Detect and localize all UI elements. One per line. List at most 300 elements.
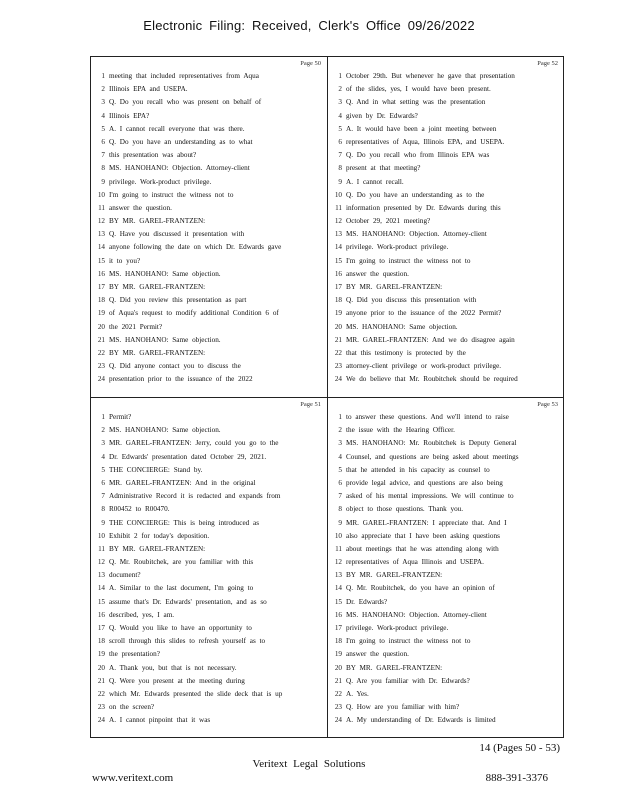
line-text: representatives of Aqua Illinois and USEPA. [346,558,484,567]
transcript-line [93,149,323,162]
line-number: 8 [338,164,342,173]
transcript-line [93,268,323,281]
line-number: 18 [334,637,342,646]
transcript-line [330,373,560,386]
transcript-line [330,281,560,294]
transcript-line [330,136,560,149]
line-text: MS. HANOHANO: Same objection. [109,335,221,344]
line-text: Counsel, and questions are being asked about meetings [346,452,519,461]
line-text: provide legal advice, and questions are also being [346,478,503,487]
line-number: 3 [101,98,105,107]
transcript-line [330,503,560,516]
line-text: about meetings that he was attending along with [346,544,499,553]
transcript-line [330,334,560,347]
line-number: 17 [334,283,342,291]
transcript-grid [90,56,564,738]
line-text: A. I cannot pinpoint that it was [109,716,211,725]
transcript-line [93,543,323,556]
line-text: MR. GAREL-FRANTZEN: And in the original [109,478,256,487]
line-text: it to you? [109,256,141,265]
line-text: Permit? [109,413,132,421]
transcript-line [330,635,560,648]
line-number: 14 [97,243,105,252]
line-text: MS. HANOHANO: Same objection. [346,322,458,331]
line-number: 17 [97,624,105,632]
line-text: to answer these questions. And we'll intend to raise [346,413,509,421]
line-number: 4 [338,111,342,120]
transcript-line [93,662,323,675]
line-number: 9 [338,518,342,527]
line-text: this presentation was about? [109,151,197,160]
line-text: privilege. Work-product privilege. [346,624,449,632]
line-number: 12 [97,217,105,226]
transcript-line [330,569,560,582]
line-text: Q. Mr. Roubitchek, are you familiar with this [109,558,254,567]
line-text: MR. GAREL-FRANTZEN: Jerry, could you go to the [109,439,279,448]
transcript-line [93,189,323,202]
line-text: representatives of Aqua, Illinois EPA, and USEPA. [346,137,505,146]
line-text: object to those questions. Thank you. [346,505,464,514]
line-number: 21 [334,676,342,685]
transcript-line [330,307,560,320]
line-number: 3 [338,439,342,448]
line-text: answer the question. [346,269,409,278]
line-number: 23 [334,703,342,712]
line-number: 24 [97,716,105,725]
line-text: which Mr. Edwards presented the slide deck that is up [109,689,283,698]
line-number: 1 [101,413,105,421]
line-text: on the screen? [109,703,155,712]
line-text: answer the question. [109,203,172,212]
line-number: 17 [334,624,342,632]
transcript-line [330,517,560,530]
transcript-line [93,123,323,136]
transcript-line [330,176,560,189]
line-text: BY MR. GAREL-FRANTZEN: [109,217,206,226]
line-number: 9 [101,518,105,527]
transcript-line [93,255,323,268]
transcript-line [93,294,323,307]
line-number: 15 [97,256,105,265]
line-text: the issue with the Hearing Officer. [346,426,455,435]
transcript-line [330,347,560,360]
line-number: 9 [338,177,342,186]
line-text: MR. GAREL-FRANTZEN: And we do disagree again [346,335,515,344]
transcript-line [330,543,560,556]
line-number: 13 [334,230,342,239]
line-text: BY MR. GAREL-FRANTZEN: [346,283,443,291]
line-number: 2 [338,426,342,435]
line-text: Q. Did anyone contact you to discuss the [109,362,241,371]
line-text: the presentation? [109,650,160,659]
transcript-line [330,96,560,109]
line-number: 21 [97,335,105,344]
line-number: 7 [338,151,342,160]
transcript-line [93,202,323,215]
line-number: 22 [97,689,105,698]
line-number: 12 [97,558,105,567]
transcript-lines [330,70,560,387]
line-number: 3 [338,98,342,107]
transcript-page-52 [328,57,564,397]
line-number: 19 [97,309,105,318]
transcript-line [93,517,323,530]
transcript-line [330,622,560,635]
transcript-line [93,228,323,241]
line-number: 11 [335,544,342,553]
line-number: 1 [338,413,342,421]
line-number: 8 [101,505,105,514]
line-text: scroll through this slides to refresh yourself as to [109,637,266,646]
transcript-line [330,490,560,503]
line-text: given by Dr. Edwards? [346,111,418,120]
line-text: A. I cannot recall everyone that was there. [109,124,245,133]
line-text: attorney-client privilege or work-product privilege. [346,362,502,371]
line-text: Exhibit 2 for today's deposition. [109,531,210,540]
transcript-line [93,373,323,386]
line-number: 20 [334,322,342,331]
line-text: MS. HANOHANO: Same objection. [109,269,221,278]
transcript-line [330,530,560,543]
transcript-line [330,596,560,609]
line-number: 14 [334,243,342,252]
line-text: October 29th. But whenever he gave that presentation [346,72,515,80]
transcript-line [330,411,560,424]
transcript-line [330,701,560,714]
page-label: Page 53 [537,401,558,408]
line-text: October 29, 2021 meeting? [346,217,431,226]
line-number: 19 [334,309,342,318]
line-text: Q. Were you present at the meeting during [109,676,245,685]
transcript-line [93,424,323,437]
transcript-line [93,162,323,175]
line-number: 19 [97,650,105,659]
line-text: Q. Did you review this presentation as part [109,296,247,305]
line-text: the 2021 Permit? [109,322,163,331]
line-text: A. Thank you, but that is not necessary. [109,663,237,672]
line-number: 19 [334,650,342,659]
line-text: also appreciate that I have been asking questions [346,531,500,540]
transcript-line [330,477,560,490]
transcript-line [93,70,323,83]
line-number: 5 [338,465,342,474]
line-number: 16 [97,269,105,278]
transcript-line [93,530,323,543]
page-range: 14 (Pages 50 - 53) [479,742,560,754]
transcript-line [93,701,323,714]
line-number: 10 [97,190,105,199]
line-text: Q. Are you familiar with Dr. Edwards? [346,676,470,685]
transcript-line [330,321,560,334]
line-text: THE CONCIERGE: This is being introduced as [109,518,260,527]
footer-phone: 888-391-3376 [485,772,548,784]
line-number: 15 [334,597,342,606]
line-number: 8 [101,164,105,173]
footer-website[interactable]: www.veritext.com [92,772,174,784]
line-number: 16 [334,610,342,619]
line-number: 5 [101,465,105,474]
transcript-line [330,464,560,477]
line-text: of the slides, yes, I would have been present. [346,85,491,94]
transcript-line [93,477,323,490]
line-text: anyone following the date on which Dr. Edwards gave [109,243,282,252]
line-text: described, yes, I am. [109,610,175,619]
transcript-line [330,189,560,202]
line-number: 24 [334,716,342,725]
line-number: 10 [334,531,342,540]
line-number: 9 [101,177,105,186]
transcript-line [93,83,323,96]
line-text: A. Similar to the last document, I'm going to [109,584,254,593]
line-text: asked of his mental impressions. We will continue to [346,492,514,501]
transcript-line [330,268,560,281]
line-text: Q. Do you recall who from Illinois EPA was [346,151,490,160]
transcript-line [93,176,323,189]
transcript-line [93,451,323,464]
line-text: I'm going to instruct the witness not to [109,190,234,199]
line-number: 17 [97,283,105,291]
transcript-line [93,411,323,424]
line-number: 7 [101,151,105,160]
line-number: 1 [101,72,105,80]
line-number: 23 [97,703,105,712]
line-text: assume that's Dr. Edwards' presentation, and as so [109,597,267,606]
transcript-line [93,110,323,123]
transcript-line [330,110,560,123]
page-label: Page 52 [537,60,558,67]
line-number: 7 [338,492,342,501]
transcript-page-51 [91,398,327,738]
line-text: MS. HANOHANO: Same objection. [109,426,221,435]
line-number: 14 [97,584,105,593]
transcript-line [93,347,323,360]
line-number: 20 [97,663,105,672]
line-text: I'm going to instruct the witness not to [346,637,471,646]
line-number: 11 [335,203,342,212]
transcript-line [330,241,560,254]
line-text: MS. HANOHANO: Objection. Attorney-client [346,230,487,239]
line-number: 22 [334,348,342,357]
line-number: 12 [334,558,342,567]
page-label: Page 51 [300,401,321,408]
line-number: 13 [334,571,342,580]
transcript-line [330,215,560,228]
line-number: 5 [338,124,342,133]
transcript-line [93,136,323,149]
line-text: Q. How are you familiar with him? [346,703,460,712]
transcript-line [93,609,323,622]
line-text: BY MR. GAREL-FRANTZEN: [346,663,443,672]
line-number: 20 [334,663,342,672]
line-number: 2 [338,85,342,94]
transcript-line [330,437,560,450]
line-text: meeting that included representatives from Aqua [109,72,259,80]
line-number: 6 [101,478,105,487]
transcript-line [330,662,560,675]
line-number: 14 [334,584,342,593]
line-text: We do believe that Mr. Roubitchek should be required [346,375,518,384]
line-number: 15 [334,256,342,265]
line-text: Q. Have you discussed it presentation with [109,230,245,239]
line-number: 15 [97,597,105,606]
transcript-line [93,307,323,320]
line-number: 24 [97,375,105,384]
transcript-line [330,255,560,268]
line-number: 13 [97,571,105,580]
transcript-line [93,648,323,661]
transcript-page-50 [91,57,327,397]
transcript-line [330,83,560,96]
transcript-line [330,162,560,175]
line-number: 6 [338,137,342,146]
line-number: 24 [334,375,342,384]
line-number: 11 [98,203,105,212]
line-number: 10 [97,531,105,540]
transcript-line [93,321,323,334]
line-text: that this testimony is protected by the [346,348,466,357]
transcript-line [93,622,323,635]
transcript-line [93,635,323,648]
transcript-line [330,556,560,569]
line-text: privilege. Work-product privilege. [346,243,449,252]
line-text: Administrative Record it is redacted and expands from [109,492,281,501]
transcript-lines [93,70,323,387]
filing-header: Electronic Filing: Received, Clerk's Office 09/26/2022 [143,18,475,33]
transcript-line [93,582,323,595]
transcript-lines [330,411,560,728]
transcript-line [330,294,560,307]
transcript-line [330,228,560,241]
transcript-line [330,149,560,162]
transcript-line [93,96,323,109]
line-text: BY MR. GAREL-FRANTZEN: [346,571,443,580]
transcript-line [330,648,560,661]
line-text: Q. And in what setting was the presentation [346,98,486,107]
transcript-line [330,70,560,83]
line-text: BY MR. GAREL-FRANTZEN: [109,283,206,291]
line-text: Q. Do you have an understanding as to what [109,137,253,146]
line-text: MR. GAREL-FRANTZEN: I appreciate that. And I [346,518,507,527]
transcript-line [330,424,560,437]
line-text: A. Yes. [346,689,369,698]
line-text: Q. Do you have an understanding as to the [346,190,485,199]
line-number: 13 [97,230,105,239]
transcript-line [93,281,323,294]
line-text: Q. Do you recall who was present on behalf of [109,98,262,107]
line-text: privilege. Work-product privilege. [109,177,212,186]
line-text: Q. Mr. Roubitchek, do you have an opinion of [346,584,495,593]
line-text: of Aqua's request to modify additional Condition 6 of [109,309,279,318]
line-number: 7 [101,492,105,501]
line-number: 20 [97,322,105,331]
line-text: THE CONCIERGE: Stand by. [109,465,203,474]
transcript-line [330,202,560,215]
line-text: A. It would have been a joint meeting between [346,124,497,133]
transcript-line [93,675,323,688]
transcript-line [93,464,323,477]
transcript-line [93,241,323,254]
line-number: 12 [334,217,342,226]
transcript-line [93,215,323,228]
line-text: MS. HANOHANO: Objection. Attorney-client [109,164,250,173]
transcript-line [330,582,560,595]
footer-company: Veritext Legal Solutions [252,758,366,770]
line-number: 11 [98,544,105,553]
line-number: 8 [338,505,342,514]
transcript-lines [93,411,323,728]
line-number: 16 [334,269,342,278]
line-text: that he attended in his capacity as counsel to [346,465,490,474]
line-number: 4 [101,452,105,461]
transcript-line [93,556,323,569]
line-text: BY MR. GAREL-FRANTZEN: [109,544,206,553]
line-text: Illinois EPA? [109,111,150,120]
line-text: document? [109,571,141,580]
line-text: information presented by Dr. Edwards during this [346,203,501,212]
transcript-line [93,360,323,373]
line-text: present at that meeting? [346,164,421,173]
transcript-page-53 [328,398,564,738]
line-number: 3 [101,439,105,448]
transcript-line [93,596,323,609]
line-number: 4 [101,111,105,120]
line-number: 6 [101,137,105,146]
line-text: anyone prior to the issuance of the 2022 Permit? [346,309,502,318]
line-text: A. My understanding of Dr. Edwards is limited [346,716,496,725]
line-text: MS. HANOHANO: Objection. Attorney-client [346,610,487,619]
line-number: 18 [97,637,105,646]
transcript-line [330,123,560,136]
line-number: 18 [97,296,105,305]
line-text: R00452 to R00470. [109,505,170,514]
line-number: 2 [101,426,105,435]
transcript-line [93,490,323,503]
transcript-line [93,503,323,516]
transcript-line [330,609,560,622]
transcript-line [93,714,323,727]
line-text: Dr. Edwards? [346,597,388,606]
line-number: 22 [334,689,342,698]
transcript-line [330,360,560,373]
transcript-line [330,714,560,727]
transcript-line [93,688,323,701]
transcript-line [93,569,323,582]
line-number: 6 [338,478,342,487]
line-number: 1 [338,72,342,80]
line-text: Illinois EPA and USEPA. [109,85,188,94]
line-text: presentation prior to the issuance of the 2022 [109,375,253,384]
page-label: Page 50 [300,60,321,67]
transcript-line [330,451,560,464]
line-number: 23 [97,362,105,371]
line-number: 5 [101,124,105,133]
line-text: Dr. Edwards' presentation dated October 29, 2021. [109,452,267,461]
line-text: A. I cannot recall. [346,177,404,186]
transcript-line [93,334,323,347]
line-number: 21 [334,335,342,344]
line-number: 21 [97,676,105,685]
line-text: Q. Did you discuss this presentation with [346,296,477,305]
line-text: Q. Would you like to have an opportunity to [109,624,252,632]
transcript-line [330,688,560,701]
line-text: MS. HANOHANO: Mr. Roubitchek is Deputy General [346,439,517,448]
line-text: BY MR. GAREL-FRANTZEN: [109,348,206,357]
line-text: I'm going to instruct the witness not to [346,256,471,265]
line-number: 22 [97,348,105,357]
line-number: 23 [334,362,342,371]
line-number: 4 [338,452,342,461]
line-number: 16 [97,610,105,619]
